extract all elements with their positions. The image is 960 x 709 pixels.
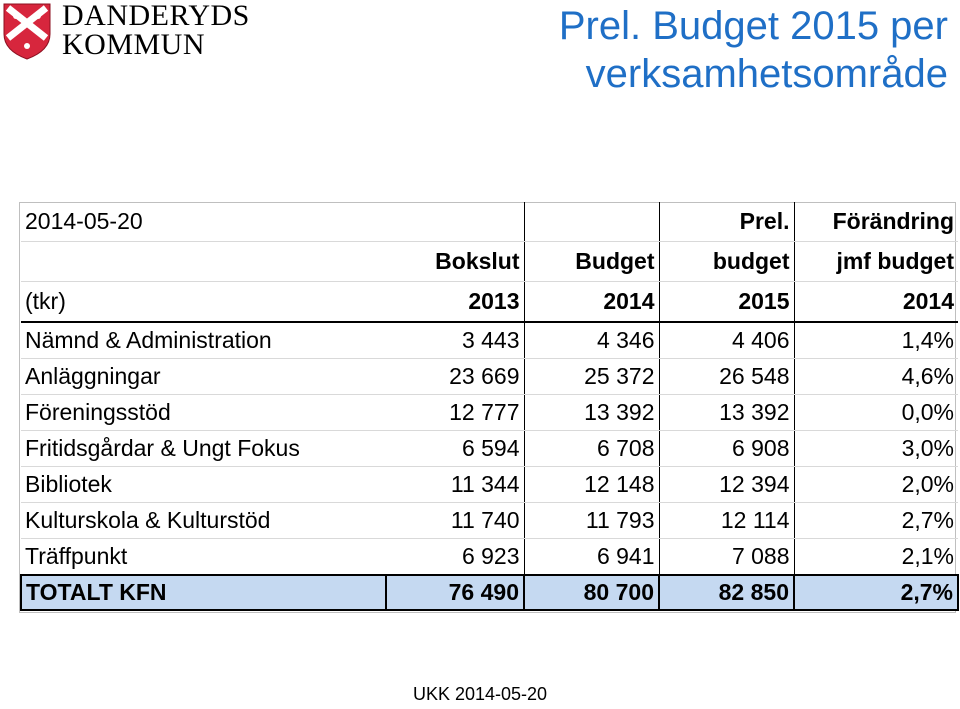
header-change-l3: 2014 [794,282,958,323]
row-label: Nämnd & Administration [21,322,386,359]
cell-budget-2014: 25 372 [524,359,659,395]
table-row [21,395,958,431]
header-prel-l2: budget [659,242,794,282]
page-title-line-1: Prel. Budget 2015 per [558,4,948,48]
cell-prel-budget-2015: 7 088 [659,539,794,576]
logo-line-2: KOMMUN [62,28,206,61]
cell-change: 4,6% [794,359,958,395]
header-change-l1: Förändring [794,202,958,242]
header-bokslut-l2: Bokslut [386,242,524,282]
cell-bokslut-2013: 23 669 [386,359,524,395]
cell-budget-2014: 4 346 [524,322,659,359]
header-row-3 [21,282,958,323]
row-label: Bibliotek [21,467,386,503]
cell-bokslut-2013: 6 594 [386,431,524,467]
table-row [21,322,958,359]
unit-label: (tkr) [21,282,386,323]
cell-prel-budget-2015: 6 908 [659,431,794,467]
table-row [21,431,958,467]
cell-change: 2,1% [794,539,958,576]
cell-budget-2014: 11 793 [524,503,659,539]
page-title-line-2: verksamhetsområde [585,52,948,96]
table-row [21,539,958,576]
header-row-1 [21,202,958,242]
header-prel-l3: 2015 [659,282,794,323]
row-label: Kulturskola & Kulturstöd [21,503,386,539]
table-row [21,503,958,539]
total-budget-2014: 80 700 [524,575,659,610]
total-row [21,575,958,610]
cell-prel-budget-2015: 12 114 [659,503,794,539]
logo-line-1: DANDERYDS [62,0,250,32]
page-title [559,2,948,98]
cell-budget-2014: 6 941 [524,539,659,576]
cell-bokslut-2013: 11 344 [386,467,524,503]
header-row-2 [21,242,958,282]
header-budget-l2: Budget [524,242,659,282]
cell-budget-2014: 13 392 [524,395,659,431]
row-label: Fritidsgårdar & Ungt Fokus [21,431,386,467]
cell-bokslut-2013: 6 923 [386,539,524,576]
total-prel-budget-2015: 82 850 [659,575,794,610]
table-row [21,467,958,503]
row-label: Träffpunkt [21,539,386,576]
cell-budget-2014: 12 148 [524,467,659,503]
cell-prel-budget-2015: 4 406 [659,322,794,359]
total-bokslut-2013: 76 490 [386,575,524,610]
cell-change: 3,0% [794,431,958,467]
total-change: 2,7% [794,575,958,610]
total-label: TOTALT KFN [21,575,386,610]
cell-prel-budget-2015: 26 548 [659,359,794,395]
coat-of-arms-icon [2,2,52,60]
header-budget-l3: 2014 [524,282,659,323]
cell-change: 1,4% [794,322,958,359]
cell-bokslut-2013: 11 740 [386,503,524,539]
cell-budget-2014: 6 708 [524,431,659,467]
cell-prel-budget-2015: 13 392 [659,395,794,431]
header-prel-l1: Prel. [659,202,794,242]
budget-table [20,202,959,611]
header-change-l2: jmf budget [794,242,958,282]
footer-text: UKK 2014-05-20 [412,684,548,704]
cell-change: 2,0% [794,467,958,503]
cell-change: 0,0% [794,395,958,431]
row-label: Anläggningar [21,359,386,395]
cell-change: 2,7% [794,503,958,539]
cell-prel-budget-2015: 12 394 [659,467,794,503]
header-bokslut-l1 [386,202,524,242]
header-empty [21,242,386,282]
cell-bokslut-2013: 12 777 [386,395,524,431]
date-label: 2014-05-20 [21,202,386,242]
cell-bokslut-2013: 3 443 [386,322,524,359]
header-budget-l1 [524,202,659,242]
header-bokslut-l3: 2013 [386,282,524,323]
table-row [21,359,958,395]
row-label: Föreningsstöd [21,395,386,431]
municipality-logo [0,0,290,62]
